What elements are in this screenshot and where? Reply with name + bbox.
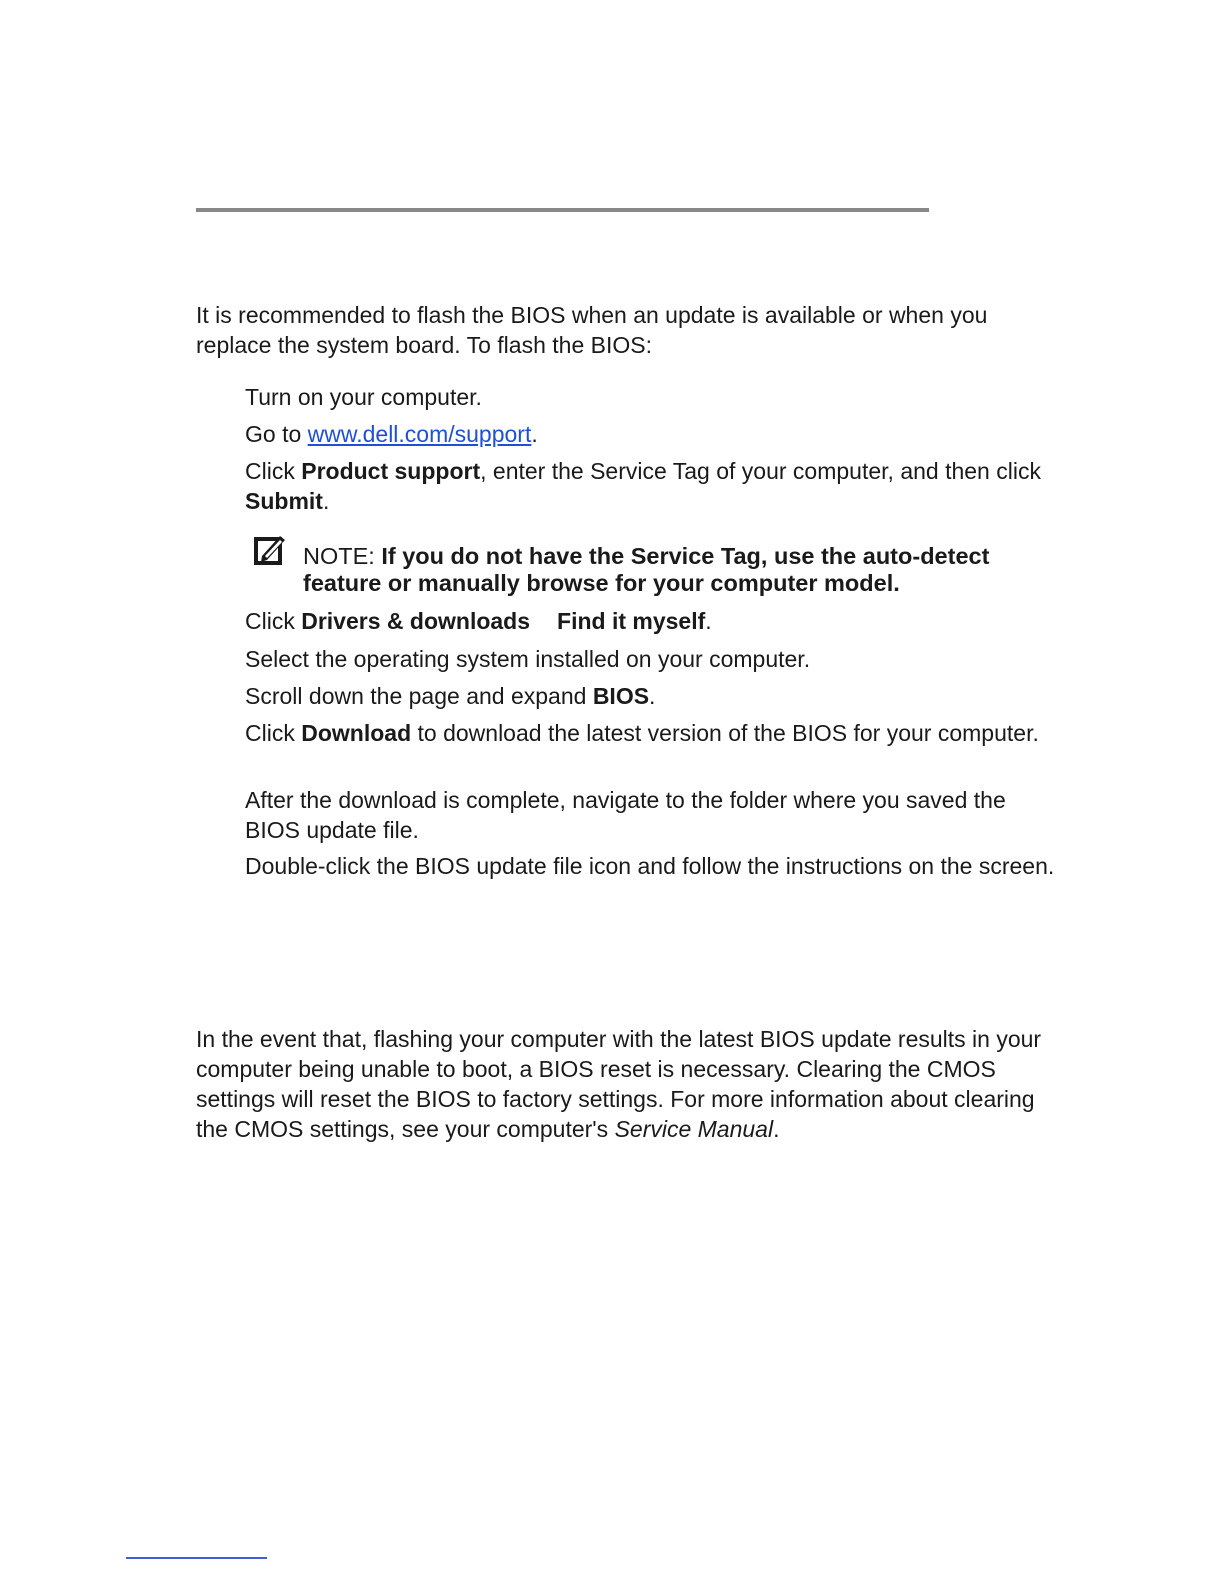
- step-turn-on: Turn on your computer.: [245, 384, 482, 410]
- step-go-to-support: Go to www.dell.com/support.: [245, 421, 538, 447]
- footer-link-line: [126, 1557, 267, 1559]
- note-label: NOTE:: [303, 543, 375, 569]
- step-drivers-downloads: Click Drivers & downloads Find it myself.: [245, 608, 712, 634]
- note-pencil-icon: [253, 532, 287, 566]
- section-divider: [196, 208, 929, 212]
- step-select-os: Select the operating system installed on your computer.: [245, 646, 811, 672]
- step-run-update: Double-click the BIOS update file icon and follow the instructions on the screen.: [245, 853, 1055, 879]
- service-manual-title: Service Manual: [614, 1116, 774, 1142]
- intro-paragraph: It is recommended to flash the BIOS when an update is available or when you replace the system board. To flash the BIOS:: [196, 302, 988, 358]
- step-expand-bios: Scroll down the page and expand BIOS.: [245, 683, 656, 709]
- note-block: [303, 543, 1053, 597]
- support-link[interactable]: www.dell.com/support: [307, 421, 532, 447]
- note-text: If you do not have the Service Tag, use the auto-detect feature or manually browse for your computer model.: [303, 543, 990, 596]
- step-product-support: Click Product support, enter the Service Tag of your computer, and then click Submit.: [245, 458, 1041, 514]
- bios-reset-paragraph: In the event that, flashing your computer with the latest BIOS update results in your computer being unable to boot, a BIOS reset is necessary. Clearing the CMOS settings will reset the BIOS to factory settings. For more information about clearing the CMOS settings, see your computer's Service Manual.: [196, 1026, 1042, 1142]
- step-download: Click Download to download the latest version of the BIOS for your computer.: [245, 720, 1039, 746]
- step-navigate-folder: After the download is complete, navigate to the folder where you saved the BIOS update file.: [245, 787, 1006, 843]
